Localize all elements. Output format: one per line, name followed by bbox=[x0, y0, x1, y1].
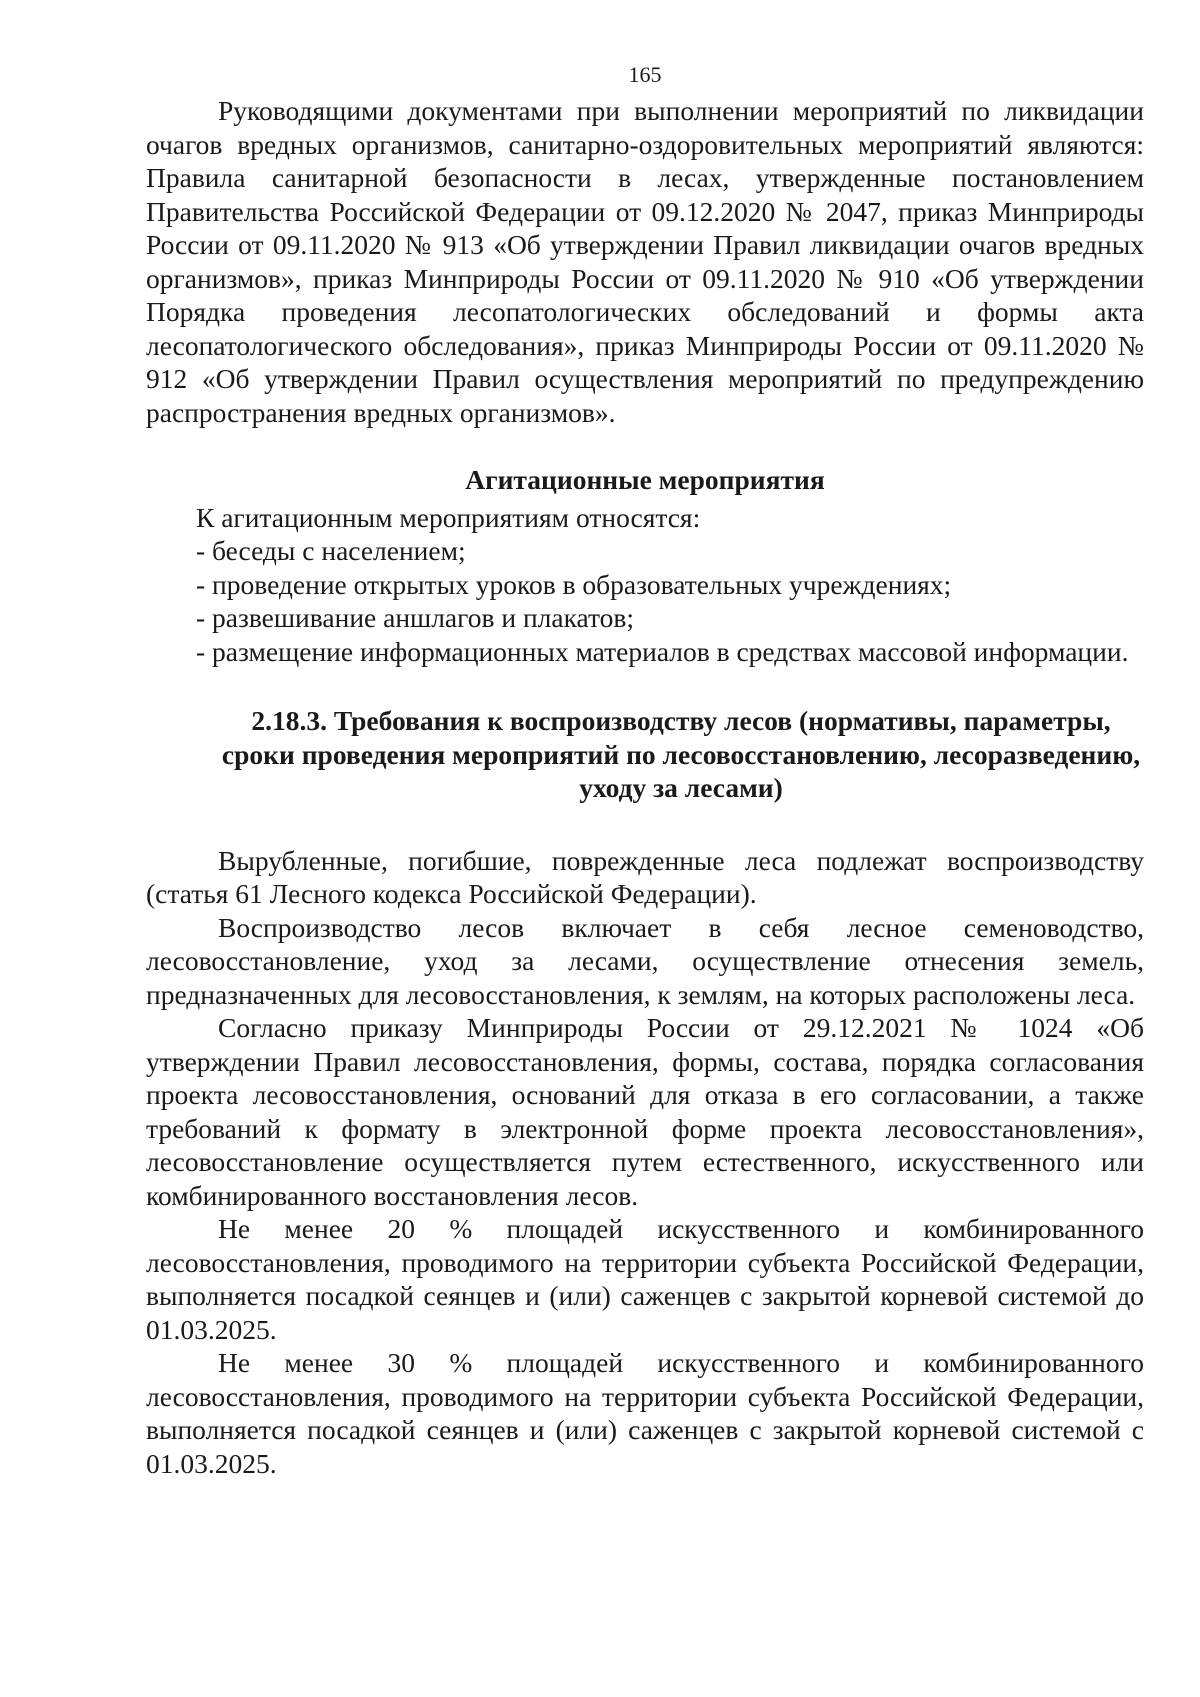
body-paragraph: Не менее 20 % площадей искусственного и комбинированного лесовосстановления, проводимого на территории субъекта Российской Федерации, выполняется посадкой сеянцев и (или) саженцев с закрытой корневой системой до 01.03.2025. bbox=[146, 1213, 1144, 1345]
section-heading-line: уходу за лесами) bbox=[579, 772, 783, 803]
list-item: - проведение открытых уроков в образовательных учреждениях; bbox=[196, 568, 952, 600]
agitation-list bbox=[146, 501, 1144, 669]
section-body bbox=[146, 844, 1144, 1481]
document-page bbox=[146, 62, 1144, 1480]
body-paragraph: Не менее 30 % площадей искусственного и комбинированного лесовосстановления, проводимого на территории субъекта Российской Федерации, выполняется посадкой сеянцев и (или) саженцев с закрытой корневой системой с 01.03.2025. bbox=[146, 1347, 1144, 1479]
section-heading-line: 2.18.3. Требования к воспроизводству лесов (нормативы, параметры, bbox=[251, 705, 1111, 736]
body-paragraph: Воспроизводство лесов включает в себя лесное семеноводство, лесовосстановление, уход за лесами, осуществление отнесения земель, предназначенных для лесовосстановления, к землям, на которых расположены леса. bbox=[146, 911, 1144, 1010]
list-item: - размещение информационных материалов в средствах массовой информации. bbox=[196, 635, 1129, 667]
list-item: - развешивание аншлагов и плакатов; bbox=[196, 602, 635, 633]
agitation-heading: Агитационные мероприятия bbox=[465, 464, 825, 495]
list-item: - беседы с населением; bbox=[196, 535, 466, 566]
body-paragraph: Вырубленные, погибшие, поврежденные леса подлежат воспроизводству (статья 61 Лесного кодекса Российской Федерации). bbox=[146, 844, 1144, 909]
section-heading bbox=[146, 704, 1144, 805]
section-heading-line: сроки проведения мероприятий по лесовосстановлению, лесоразведению, bbox=[221, 738, 1141, 770]
intro-paragraph: Руководящими документами при выполнении мероприятий по ликвидации очагов вредных организмов, санитарно-оздоровительных мероприятий являются: Правила санитарной безопасности в лесах, утвержденные постановлением Правительства Российской Федерации от 09.12.2020 № 2047, приказ Минприроды России от 09.11.2020 № 913 «Об утверждении Правил ликвидации очагов вредных организмов», приказ Минприроды России от 09.11.2020 № 910 «Об утверждении Порядка проведения лесопатологических обследований и формы акта лесопатологического обследования», приказ Минприроды России от 09.11.2020 № 912 «Об утверждении Правил осуществления мероприятий по предупреждению распространения вредных организмов». bbox=[146, 95, 1144, 428]
body-paragraph: Согласно приказу Минприроды России от 29.12.2021 № 1024 «Об утверждении Правил лесовосстановления, формы, состава, порядка согласования проекта лесовосстановления, оснований для отказа в его согласовании, а также требований к формату в электронной форме проекта лесовосстановления», лесовосстановление осуществляется путем естественного, искусственного или комбинированного восстановления лесов. bbox=[146, 1012, 1144, 1211]
page-number: 165 bbox=[628, 62, 662, 87]
agitation-lead: К агитационным мероприятиям относятся: bbox=[196, 501, 701, 533]
